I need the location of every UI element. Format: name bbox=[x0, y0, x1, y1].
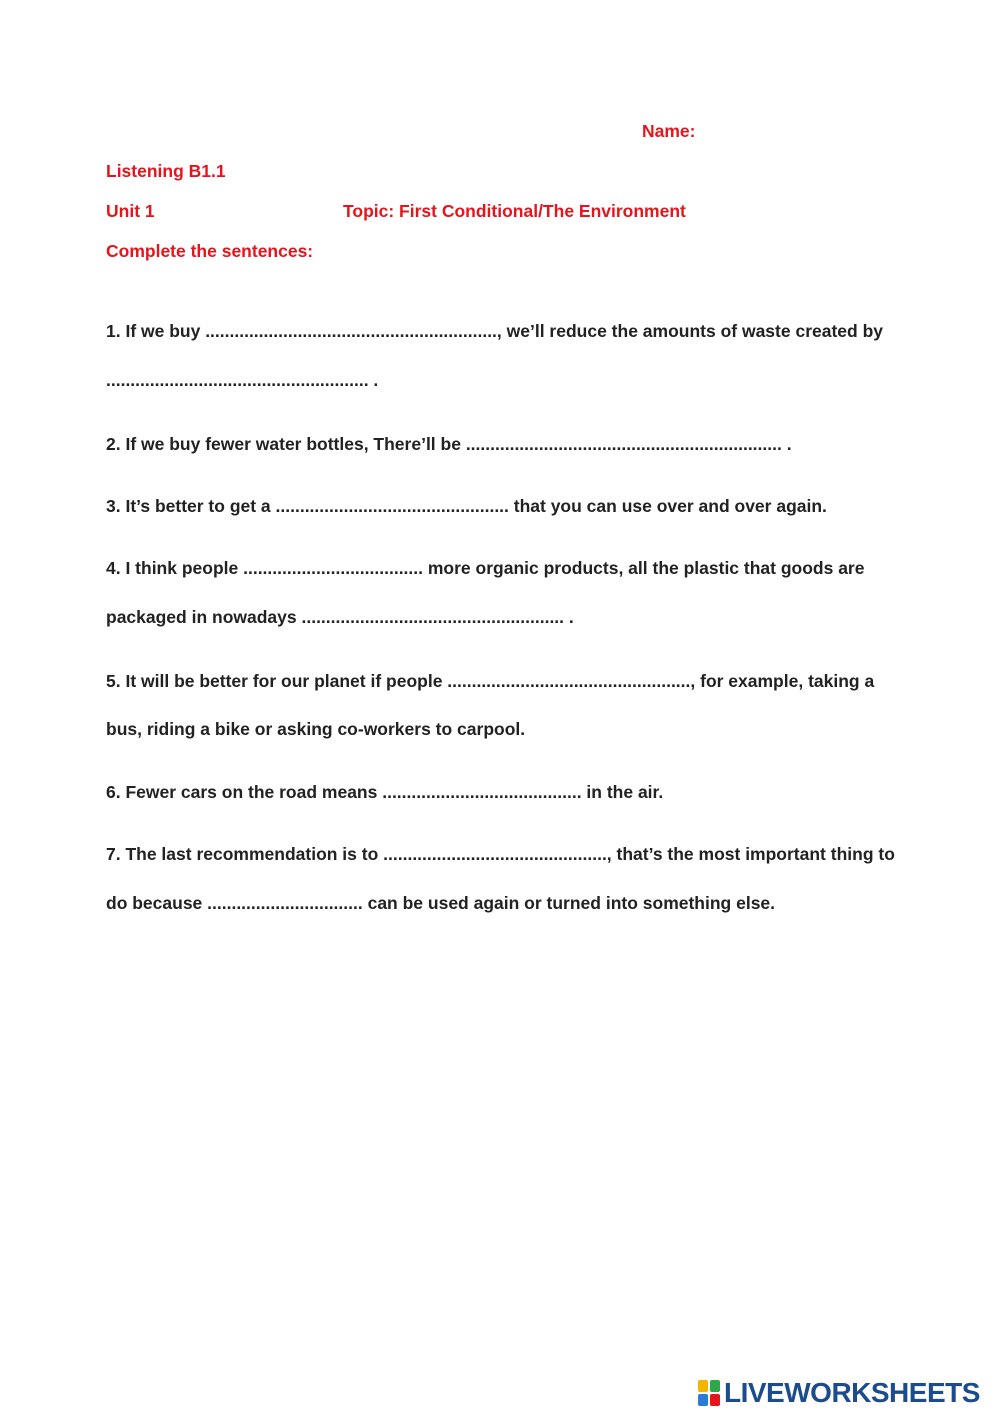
liveworksheets-logo bbox=[698, 1378, 980, 1408]
logo-text: LIVEWORKSHEETS bbox=[724, 1377, 980, 1408]
question-4-line-1: 4. I think people ..................................... more organic products, all the plastic that goods are bbox=[106, 558, 865, 578]
question-7-line-2: do because ................................ can be used again or turned into something else. bbox=[106, 893, 776, 913]
level-title: Listening B1.1 bbox=[106, 161, 226, 181]
question-7-line-1: 7. The last recommendation is to .............................................., that’s the most important thing to bbox=[106, 844, 895, 864]
question-1-line-2: ...................................................... . bbox=[106, 370, 379, 390]
logo-square-3 bbox=[698, 1394, 708, 1406]
logo-mark-icon bbox=[698, 1380, 720, 1406]
question-6-line-1: 6. Fewer cars on the road means ......................................... in the air. bbox=[106, 782, 664, 802]
question-5-line-1: 5. It will be better for our planet if people .................................................., for example, taking a bbox=[106, 671, 875, 691]
name-label: Name: bbox=[642, 121, 696, 141]
question-5-line-2: bus, riding a bike or asking co-workers to carpool. bbox=[106, 719, 526, 739]
logo-square-4 bbox=[710, 1394, 720, 1406]
unit-label: Unit 1 bbox=[106, 201, 155, 221]
question-2-line-1: 2. If we buy fewer water bottles, There’ll be ................................................................. . bbox=[106, 434, 792, 454]
question-4-line-2: packaged in nowadays ...................................................... . bbox=[106, 607, 574, 627]
logo-square-2 bbox=[710, 1380, 720, 1392]
question-3-line-1: 3. It’s better to get a ................................................ that you can use over and over again. bbox=[106, 496, 827, 516]
question-1-line-1: 1. If we buy ............................................................, we’ll reduce the amounts of waste created by bbox=[106, 321, 883, 341]
instruction-text: Complete the sentences: bbox=[106, 241, 314, 261]
logo-square-1 bbox=[698, 1380, 708, 1392]
topic-label: Topic: First Conditional/The Environment bbox=[343, 201, 686, 221]
